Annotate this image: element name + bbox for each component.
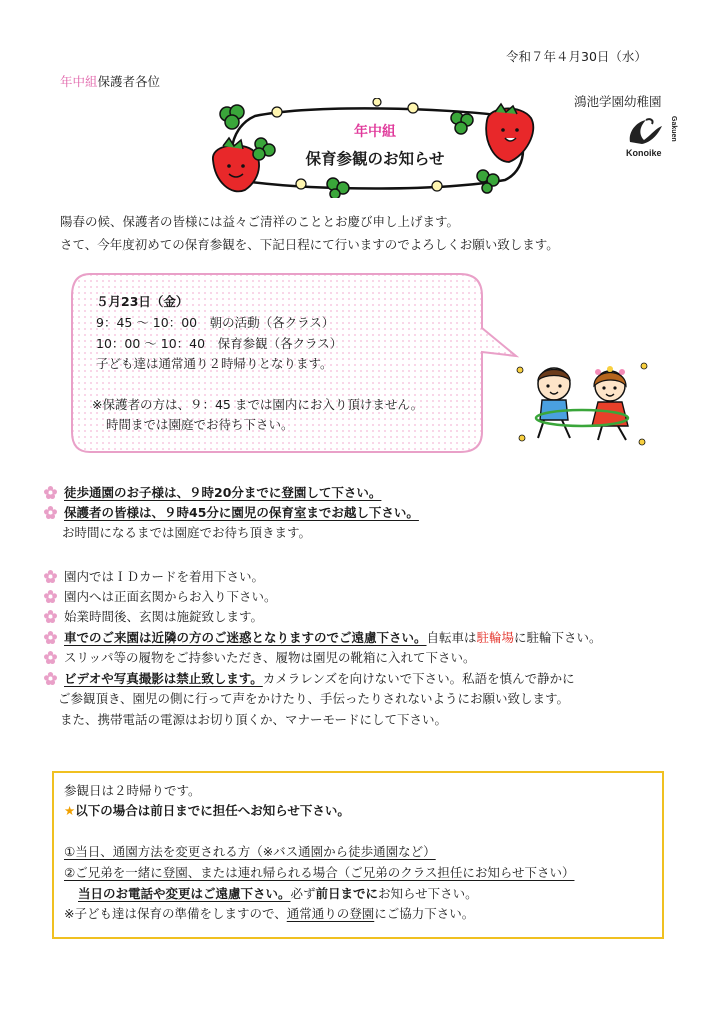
schedule-row-3: 子ども達は通常通り２時帰りとなります。 [96, 356, 333, 371]
flower-bullet-icon [44, 506, 57, 519]
flower-bullet-icon [44, 610, 57, 623]
notice-line-1: 参観日は２時帰りです。 [64, 783, 201, 798]
intro-line-2: さて、今年度初めての保育参観を、下記日程にて行いますのでよろしくお願い致します。 [60, 237, 559, 252]
bullet-no-photos: ビデオや写真撮影は禁止致します。カメラレンズを向けないで下さい。私語を慎んで静かに [44, 669, 575, 687]
addressee-rest: 保護者各位 [97, 74, 161, 89]
intro-line-1: 陽春の候、保護者の皆様には益々ご清祥のこととお慶び申し上げます。 [60, 214, 460, 229]
logo-text-vertical: Gakuen [670, 116, 677, 142]
notice-line-2: ★以下の場合は前日までに担任へお知らせ下さい。 [64, 803, 350, 818]
addressee [60, 72, 160, 90]
notice-line-4: ※子ども達は保育の準備をしますので、通常通りの登園にご協力下さい。 [64, 906, 475, 921]
star-icon: ★ [64, 803, 76, 818]
bullet-front-entrance: 園内へは正面玄関からお入り下さい。 [44, 587, 277, 605]
addressee-class: 年中組 [60, 74, 98, 89]
schedule-row-2: 10：00 〜 10：40 保育参観（各クラス） [96, 336, 343, 351]
notice-line-3: 当日のお電話や変更はご遠慮下さい。必ず前日までにお知らせ下さい。 [78, 886, 478, 901]
bullet-parents-arrival: 保護者の皆様は、９時45分に園児の保育室までお越し下さい。 [44, 503, 419, 521]
bullet-no-cars: 車でのご来園は近隣の方のご迷惑となりますのでご遠慮下さい。自転車は駐輪場に駐輪下さい。 [44, 628, 602, 646]
logo-text: Konoike [626, 148, 662, 158]
schedule-note-1: ※保護者の方は、９：45 までは園内にお入り頂けません。 [92, 397, 424, 412]
flower-bullet-icon [44, 651, 57, 664]
children-illustration [514, 358, 649, 448]
bullet-no-photos-line3: また、携帯電話の電源はお切り頂くか、マナーモードにして下さい。 [60, 712, 448, 727]
strawberry-right-icon [486, 104, 533, 162]
bullet-door-locked: 始業時間後、玄関は施錠致します。 [44, 607, 263, 625]
schedule-date: ５月23日（金） [96, 294, 189, 309]
flower-bullet-icon [44, 570, 57, 583]
notice-case-2: ②ご兄弟を一緒に登園、または連れ帰られる場合（ご兄弟のクラス担任にお知らせ下さい） [64, 865, 575, 880]
flower-bullet-icon [44, 631, 57, 644]
title-class: 年中組 [354, 124, 396, 140]
schedule-row-1: 9：45 〜 10：00 朝の活動（各クラス） [96, 315, 335, 330]
school-logo-icon [616, 112, 680, 158]
flower-bullet-icon [44, 672, 57, 685]
bullet-no-photos-line2: ご参観頂き、園児の側に行って声をかけたり、手伝ったりされないようにお願い致します。 [58, 691, 570, 706]
bullet-parents-wait: お時間になるまでは園庭でお待ち頂きます。 [62, 525, 312, 540]
flower-bullet-icon [44, 590, 57, 603]
boy-icon [538, 368, 570, 438]
page-title: 保育参観のお知らせ [305, 150, 445, 168]
bullet-slippers: スリッパ等の履物をご持参いただき、履物は園児の靴箱に入れて下さい。 [44, 648, 476, 666]
bullet-id-card: 園内ではＩＤカードを着用下さい。 [44, 567, 264, 585]
issue-date: 令和７年４月30日（水） [506, 49, 647, 64]
school-name: 鴻池学園幼稚園 [574, 94, 662, 109]
notice-case-1: ①当日、通園方法を変更される方（※バス通園から徒歩通園など） [64, 844, 436, 859]
schedule-note-2: 時間までは園庭でお待ち下さい。 [106, 417, 294, 432]
flower-bullet-icon [44, 486, 57, 499]
girl-icon [592, 366, 628, 440]
bullet-walking-arrival: 徒歩通園のお子様は、９時20分までに登園して下さい。 [44, 483, 381, 501]
